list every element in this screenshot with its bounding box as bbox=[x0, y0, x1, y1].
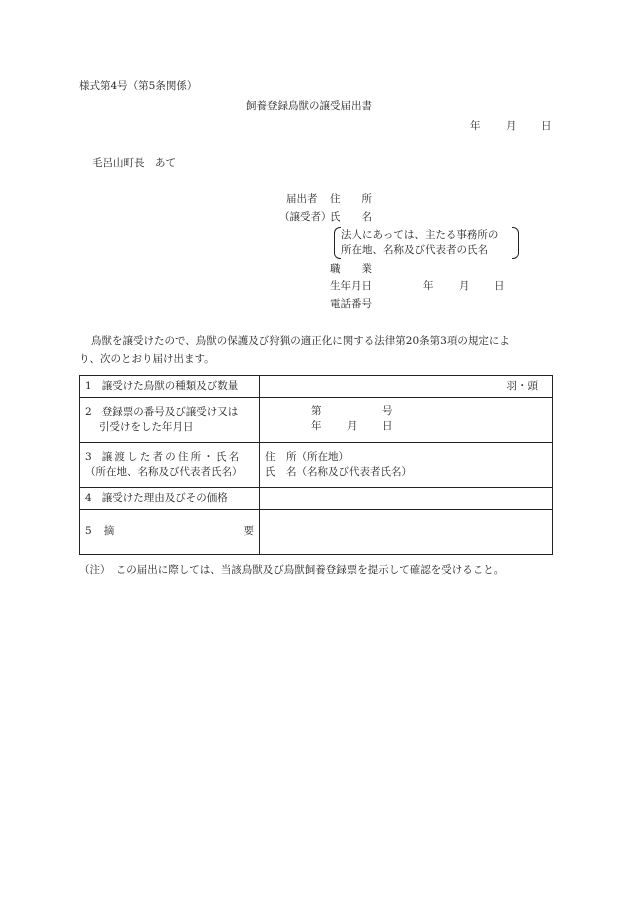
row5-label-b: 要 bbox=[243, 525, 254, 538]
row2-label-line1: 登録票の番号及び譲受け又は bbox=[101, 405, 239, 418]
birthdate-label: 生年月日 bbox=[330, 280, 372, 292]
row2-day: 日 bbox=[382, 420, 393, 432]
addressee: 毛呂山町長 あて bbox=[92, 157, 176, 169]
notification-table bbox=[79, 375, 553, 555]
row1-label-cell bbox=[80, 376, 260, 398]
row4-value-cell[interactable] bbox=[260, 488, 553, 510]
row5-label-cell bbox=[80, 510, 260, 555]
birth-year-label: 年 bbox=[423, 280, 434, 292]
row3-name: 氏 名（名称及び代表者氏名） bbox=[265, 466, 412, 478]
row5-label-a: 摘 bbox=[103, 525, 115, 538]
form-number: 様式第4号（第5条関係） bbox=[79, 80, 198, 92]
occupation-label: 職 業 bbox=[330, 263, 372, 275]
row3-number: 3 bbox=[85, 450, 92, 463]
table-row bbox=[80, 376, 553, 398]
table-row bbox=[80, 398, 553, 443]
phone-label: 電話番号 bbox=[330, 298, 372, 310]
row1-value-cell[interactable] bbox=[260, 376, 553, 398]
row2-number: 2 bbox=[85, 405, 92, 418]
corporate-note-line2: 所在地、名称及び代表者の氏名 bbox=[341, 244, 488, 256]
row2-go: 号 bbox=[382, 405, 393, 417]
bracket-close bbox=[512, 227, 519, 259]
name-label: 氏 名 bbox=[330, 211, 372, 223]
row2-label-cell bbox=[80, 398, 260, 443]
row1-label: 譲受けた鳥獣の種類及び数量 bbox=[101, 379, 239, 392]
date-month-label: 月 bbox=[506, 120, 517, 132]
row1-unit: 羽・頭 bbox=[506, 379, 538, 392]
row1-number: 1 bbox=[85, 379, 92, 392]
row4-label: 譲受けた理由及びその価格 bbox=[101, 491, 228, 504]
row5-value-cell[interactable] bbox=[260, 510, 553, 555]
table-row bbox=[80, 510, 553, 555]
row5-number: 5 bbox=[85, 525, 92, 538]
applicant-role-label: 届出者 bbox=[286, 193, 318, 205]
row3-label-cell bbox=[80, 443, 260, 488]
row2-label-line2: 引受けをした年月日 bbox=[99, 421, 194, 433]
corporate-note-line1: 法人にあっては、主たる事務所の bbox=[341, 229, 499, 241]
applicant-role-label-2: （譲受者） bbox=[279, 211, 332, 223]
body-text-line2: り、次のとおり届け出ます。 bbox=[79, 353, 215, 365]
row3-value-cell[interactable] bbox=[260, 443, 553, 488]
date-day-label: 日 bbox=[541, 120, 552, 132]
birth-month-label: 月 bbox=[459, 280, 470, 292]
row3-label-line2: （所在地、名称及び代表者氏名） bbox=[85, 466, 243, 478]
row4-number: 4 bbox=[85, 491, 92, 504]
row2-year: 年 bbox=[311, 420, 322, 432]
document-title: 飼養登録鳥獣の譲受届出書 bbox=[246, 100, 372, 112]
footnote: （注） この届出に際しては、当該鳥獣及び鳥獣飼養登録票を提示して確認を受けること。 bbox=[79, 564, 505, 576]
birth-day-label: 日 bbox=[494, 280, 505, 292]
row3-label-line1: 譲渡した者の住所・氏名 bbox=[101, 450, 242, 463]
table-row bbox=[80, 488, 553, 510]
bracket-open bbox=[334, 227, 341, 259]
address-label: 住 所 bbox=[330, 193, 372, 205]
row4-label-cell bbox=[80, 488, 260, 510]
date-year-label: 年 bbox=[470, 120, 481, 132]
row2-dai: 第 bbox=[311, 405, 322, 417]
row3-address: 住 所（所在地） bbox=[265, 450, 349, 463]
body-text-line1: 鳥獣を譲受けたので、鳥獣の保護及び狩猟の適正化に関する法律第20条第3項の規定によ bbox=[91, 335, 510, 347]
row2-month: 月 bbox=[347, 420, 358, 432]
table-row bbox=[80, 443, 553, 488]
row2-value-cell[interactable] bbox=[260, 398, 553, 443]
